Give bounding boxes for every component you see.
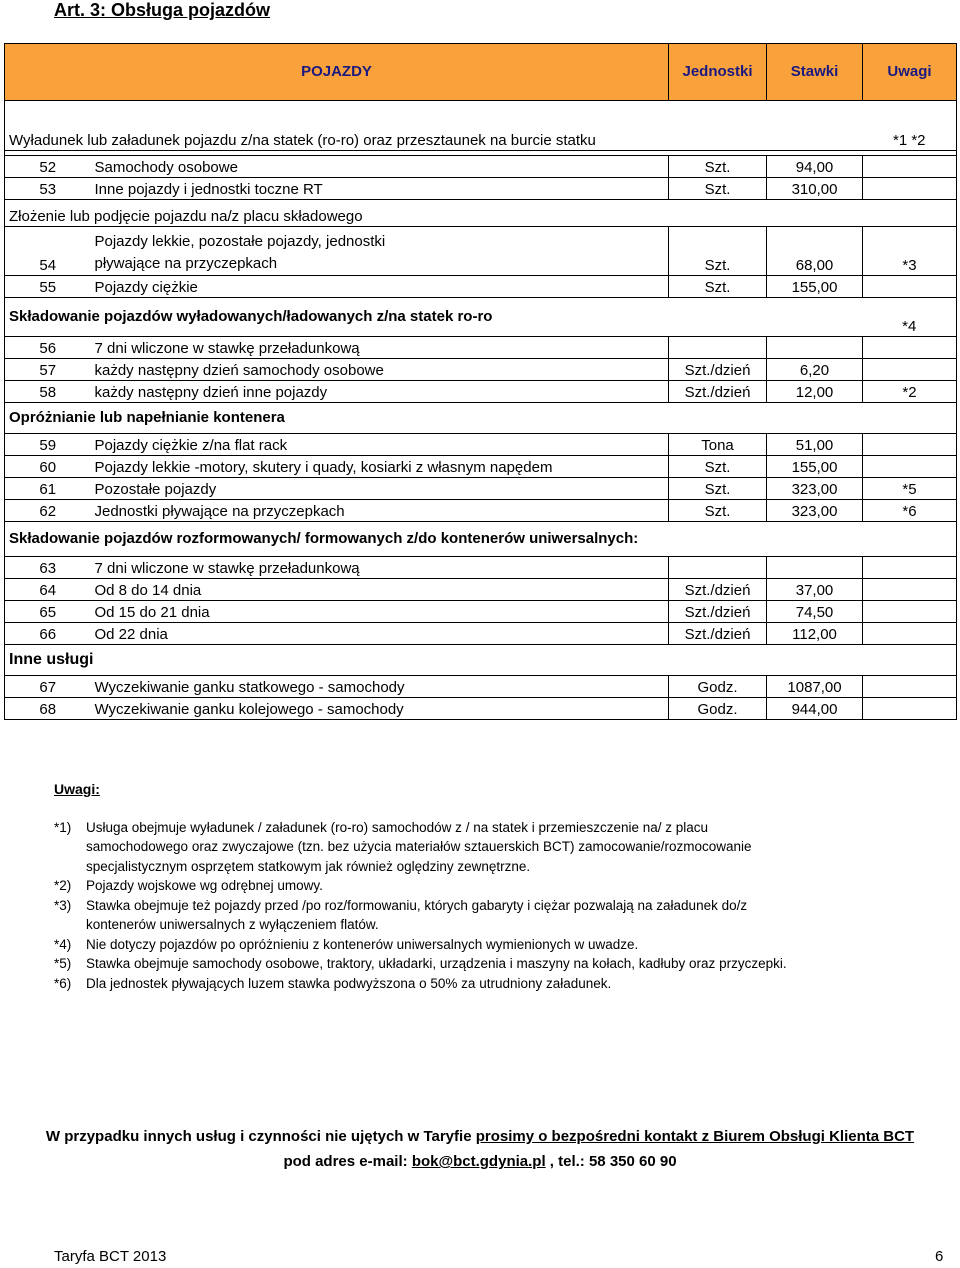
row-name: 7 dni wliczone w stawkę przeładunkową [91, 557, 669, 579]
row-unit: Szt./dzień [669, 359, 767, 381]
table-row [5, 601, 957, 623]
row-rate: 112,00 [767, 623, 863, 645]
row-name [91, 227, 669, 276]
footer-title: Taryfa BCT 2013 [54, 1248, 167, 1265]
row-rate: 323,00 [767, 500, 863, 522]
section-title: Składowanie pojazdów rozformowanych/ formowanych z/do kontenerów uniwersalnych: [5, 522, 863, 557]
row-rate [767, 557, 863, 579]
note-mark: *6) [54, 975, 72, 991]
note-mark: *4) [54, 936, 72, 952]
row-number: 53 [5, 178, 91, 200]
note-text: Pojazdy wojskowe wg odrębnej umowy. [86, 878, 323, 893]
note-line: samochodowego oraz zwyczajowe (tzn. bez użycia materiałów sztauerskich BCT) zamocowanie/rozmocowanie [86, 839, 752, 854]
section-title: Wyładunek lub załadunek pojazdu z/na statek (ro-ro) oraz przesztaunek na burcie statku [5, 101, 863, 151]
row-note [863, 156, 957, 178]
section-title: Opróżnianie lub napełnianie kontenera [5, 403, 957, 434]
table-row [5, 359, 957, 381]
header-jednostki: Jednostki [669, 44, 767, 101]
note-line: Stawka obejmuje też pojazdy przed /po roz/formowaniu, których gabaryty i ciężar pozwalają na załadunek do/z [86, 897, 748, 913]
row-rate: 310,00 [767, 178, 863, 200]
row-name: Od 8 do 14 dnia [91, 579, 669, 601]
notes-section [54, 780, 934, 993]
row-name: Jednostki pływające na przyczepkach [91, 500, 669, 522]
row-number: 64 [5, 579, 91, 601]
row-note [863, 676, 957, 698]
note-item [54, 818, 934, 877]
row-rate: 74,50 [767, 601, 863, 623]
row-rate: 944,00 [767, 698, 863, 720]
row-unit: Tona [669, 434, 767, 456]
header-pojazdy: POJAZDY [5, 44, 669, 101]
note-line: kontenerów uniwersalnych z wyłączeniem flatów. [86, 917, 379, 932]
row-rate: 51,00 [767, 434, 863, 456]
row-number: 63 [5, 557, 91, 579]
note-mark: *1) [54, 819, 72, 835]
header-uwagi: Uwagi [863, 44, 957, 101]
row-number: 55 [5, 276, 91, 298]
row-rate [767, 337, 863, 359]
note-line: specjalistycznym osprzętem statkowym jak również oględziny zewnętrzne. [86, 858, 531, 874]
section-note: *4 [863, 298, 957, 337]
section-title: Składowanie pojazdów wyładowanych/ładowanych z/na statek ro-ro [5, 298, 863, 337]
page-number: 6 [935, 1248, 944, 1265]
row-unit [669, 557, 767, 579]
header-stawki: Stawki [767, 44, 863, 101]
note-item [54, 935, 934, 955]
row-name: Pojazdy ciężkie [91, 276, 669, 298]
note-item [54, 876, 934, 896]
note-item [54, 974, 934, 994]
row-rate: 155,00 [767, 456, 863, 478]
row-name-line: pływające na przyczepkach [94, 255, 278, 272]
row-note [863, 623, 957, 645]
table-row [5, 478, 957, 500]
table-row [5, 276, 957, 298]
row-note [863, 434, 957, 456]
row-name: Inne pojazdy i jednostki toczne RT [91, 178, 669, 200]
note-mark: *5) [54, 956, 72, 971]
row-name: Od 22 dnia [91, 623, 669, 645]
table-row [5, 698, 957, 720]
row-name: Pojazdy lekkie -motory, skutery i quady, kosiarki z własnym napędem [91, 456, 669, 478]
row-unit: Szt. [669, 276, 767, 298]
row-unit: Godz. [669, 676, 767, 698]
row-unit [669, 337, 767, 359]
row-unit: Szt. [669, 178, 767, 200]
note-mark: *3) [54, 897, 72, 913]
email-link[interactable]: bok@bct.gdynia.pl [411, 1153, 546, 1170]
row-name: Samochody osobowe [91, 156, 669, 178]
row-rate: 6,20 [767, 359, 863, 381]
row-note [863, 276, 957, 298]
note-text: Stawka obejmuje samochody osobowe, traktory, układarki, urządzenia i maszyny na kołach, kadłuby oraz przyczepki. [86, 956, 787, 971]
note-text: Dla jednostek pływających luzem stawka podwyższona o 50% za utrudniony załadunek. [86, 975, 612, 991]
table-row [5, 381, 957, 403]
row-name: Pozostałe pojazdy [91, 478, 669, 500]
row-number: 67 [5, 676, 91, 698]
table-header-row [5, 44, 957, 101]
row-number: 52 [5, 156, 91, 178]
contact-line [0, 1149, 960, 1174]
row-rate: 68,00 [767, 227, 863, 276]
row-rate: 155,00 [767, 276, 863, 298]
row-name: Od 15 do 21 dnia [91, 601, 669, 623]
table-row [5, 500, 957, 522]
row-name: Wyczekiwanie ganku statkowego - samochody [91, 676, 669, 698]
section-note: *1 *2 [863, 101, 957, 151]
row-number: 59 [5, 434, 91, 456]
row-unit: Szt./dzień [669, 623, 767, 645]
row-unit: Godz. [669, 698, 767, 720]
note-line: Usługa obejmuje wyładunek / załadunek (ro-ro) samochodów z / na statek i przemieszczenie na/ z placu [86, 819, 709, 835]
row-unit: Szt. [669, 478, 767, 500]
table-row [5, 227, 957, 276]
table-row [5, 557, 957, 579]
row-unit: Szt. [669, 500, 767, 522]
page-title: Art. 3: Obsługa pojazdów [54, 0, 271, 20]
row-name: 7 dni wliczone w stawkę przeładunkową [91, 337, 669, 359]
contact-text: , tel.: 58 350 60 90 [545, 1153, 677, 1170]
row-unit: Szt./dzień [669, 381, 767, 403]
row-note [863, 178, 957, 200]
table-row [5, 337, 957, 359]
note-text: Nie dotyczy pojazdów po opróżnieniu z kontenerów uniwersalnych wymienionych w uwadze. [86, 936, 639, 952]
row-unit: Szt. [669, 156, 767, 178]
row-note [863, 456, 957, 478]
row-name: każdy następny dzień samochody osobowe [91, 359, 669, 381]
section-row [5, 403, 957, 434]
row-note [863, 601, 957, 623]
row-note: *2 [863, 381, 957, 403]
row-note: *3 [863, 227, 957, 276]
row-note [863, 557, 957, 579]
row-unit: Szt. [669, 227, 767, 276]
row-number: 60 [5, 456, 91, 478]
row-unit: Szt. [669, 456, 767, 478]
row-note [863, 337, 957, 359]
row-number: 66 [5, 623, 91, 645]
note-text [86, 818, 934, 877]
contact-text: pod adres e-mail: [283, 1153, 412, 1170]
section-row [5, 101, 957, 151]
note-item [54, 954, 934, 974]
row-note [863, 359, 957, 381]
section-title: Złożenie lub podjęcie pojazdu na/z placu składowego [5, 200, 957, 227]
note-text [86, 896, 934, 935]
row-note: *5 [863, 478, 957, 500]
row-number: 57 [5, 359, 91, 381]
row-number: 61 [5, 478, 91, 500]
row-number: 65 [5, 601, 91, 623]
row-rate: 94,00 [767, 156, 863, 178]
note-mark: *2) [54, 878, 72, 893]
row-name: Pojazdy ciężkie z/na flat rack [91, 434, 669, 456]
row-note [863, 579, 957, 601]
contact-line [0, 1124, 960, 1149]
row-rate: 12,00 [767, 381, 863, 403]
row-number: 62 [5, 500, 91, 522]
table-row [5, 456, 957, 478]
note-item [54, 896, 934, 935]
row-number: 68 [5, 698, 91, 720]
row-name: Wyczekiwanie ganku kolejowego - samochody [91, 698, 669, 720]
row-name: każdy następny dzień inne pojazdy [91, 381, 669, 403]
section-row [5, 522, 957, 557]
row-rate: 323,00 [767, 478, 863, 500]
row-number: 54 [5, 227, 91, 276]
contact-link-text: prosimy o bezpośredni kontakt z Biurem Obsługi Klienta BCT [475, 1128, 915, 1145]
table-row [5, 579, 957, 601]
row-unit: Szt./dzień [669, 601, 767, 623]
rates-table [4, 43, 957, 720]
table-row [5, 676, 957, 698]
row-name-line: Pojazdy lekkie, pozostałe pojazdy, jednostki [94, 233, 386, 250]
contact-text: W przypadku innych usług i czynności nie ujętych w Taryfie [45, 1128, 476, 1145]
table-row [5, 156, 957, 178]
contact-info [0, 1124, 960, 1174]
table-row [5, 623, 957, 645]
row-unit: Szt./dzień [669, 579, 767, 601]
row-number: 58 [5, 381, 91, 403]
row-note: *6 [863, 500, 957, 522]
row-note [863, 698, 957, 720]
table-row [5, 434, 957, 456]
section-row [5, 200, 957, 227]
row-number: 56 [5, 337, 91, 359]
table-row [5, 178, 957, 200]
section-row [5, 645, 957, 676]
notes-title: Uwagi: [54, 781, 100, 797]
row-rate: 1087,00 [767, 676, 863, 698]
section-row [5, 298, 957, 337]
row-rate: 37,00 [767, 579, 863, 601]
section-title: Inne usługi [5, 645, 957, 676]
